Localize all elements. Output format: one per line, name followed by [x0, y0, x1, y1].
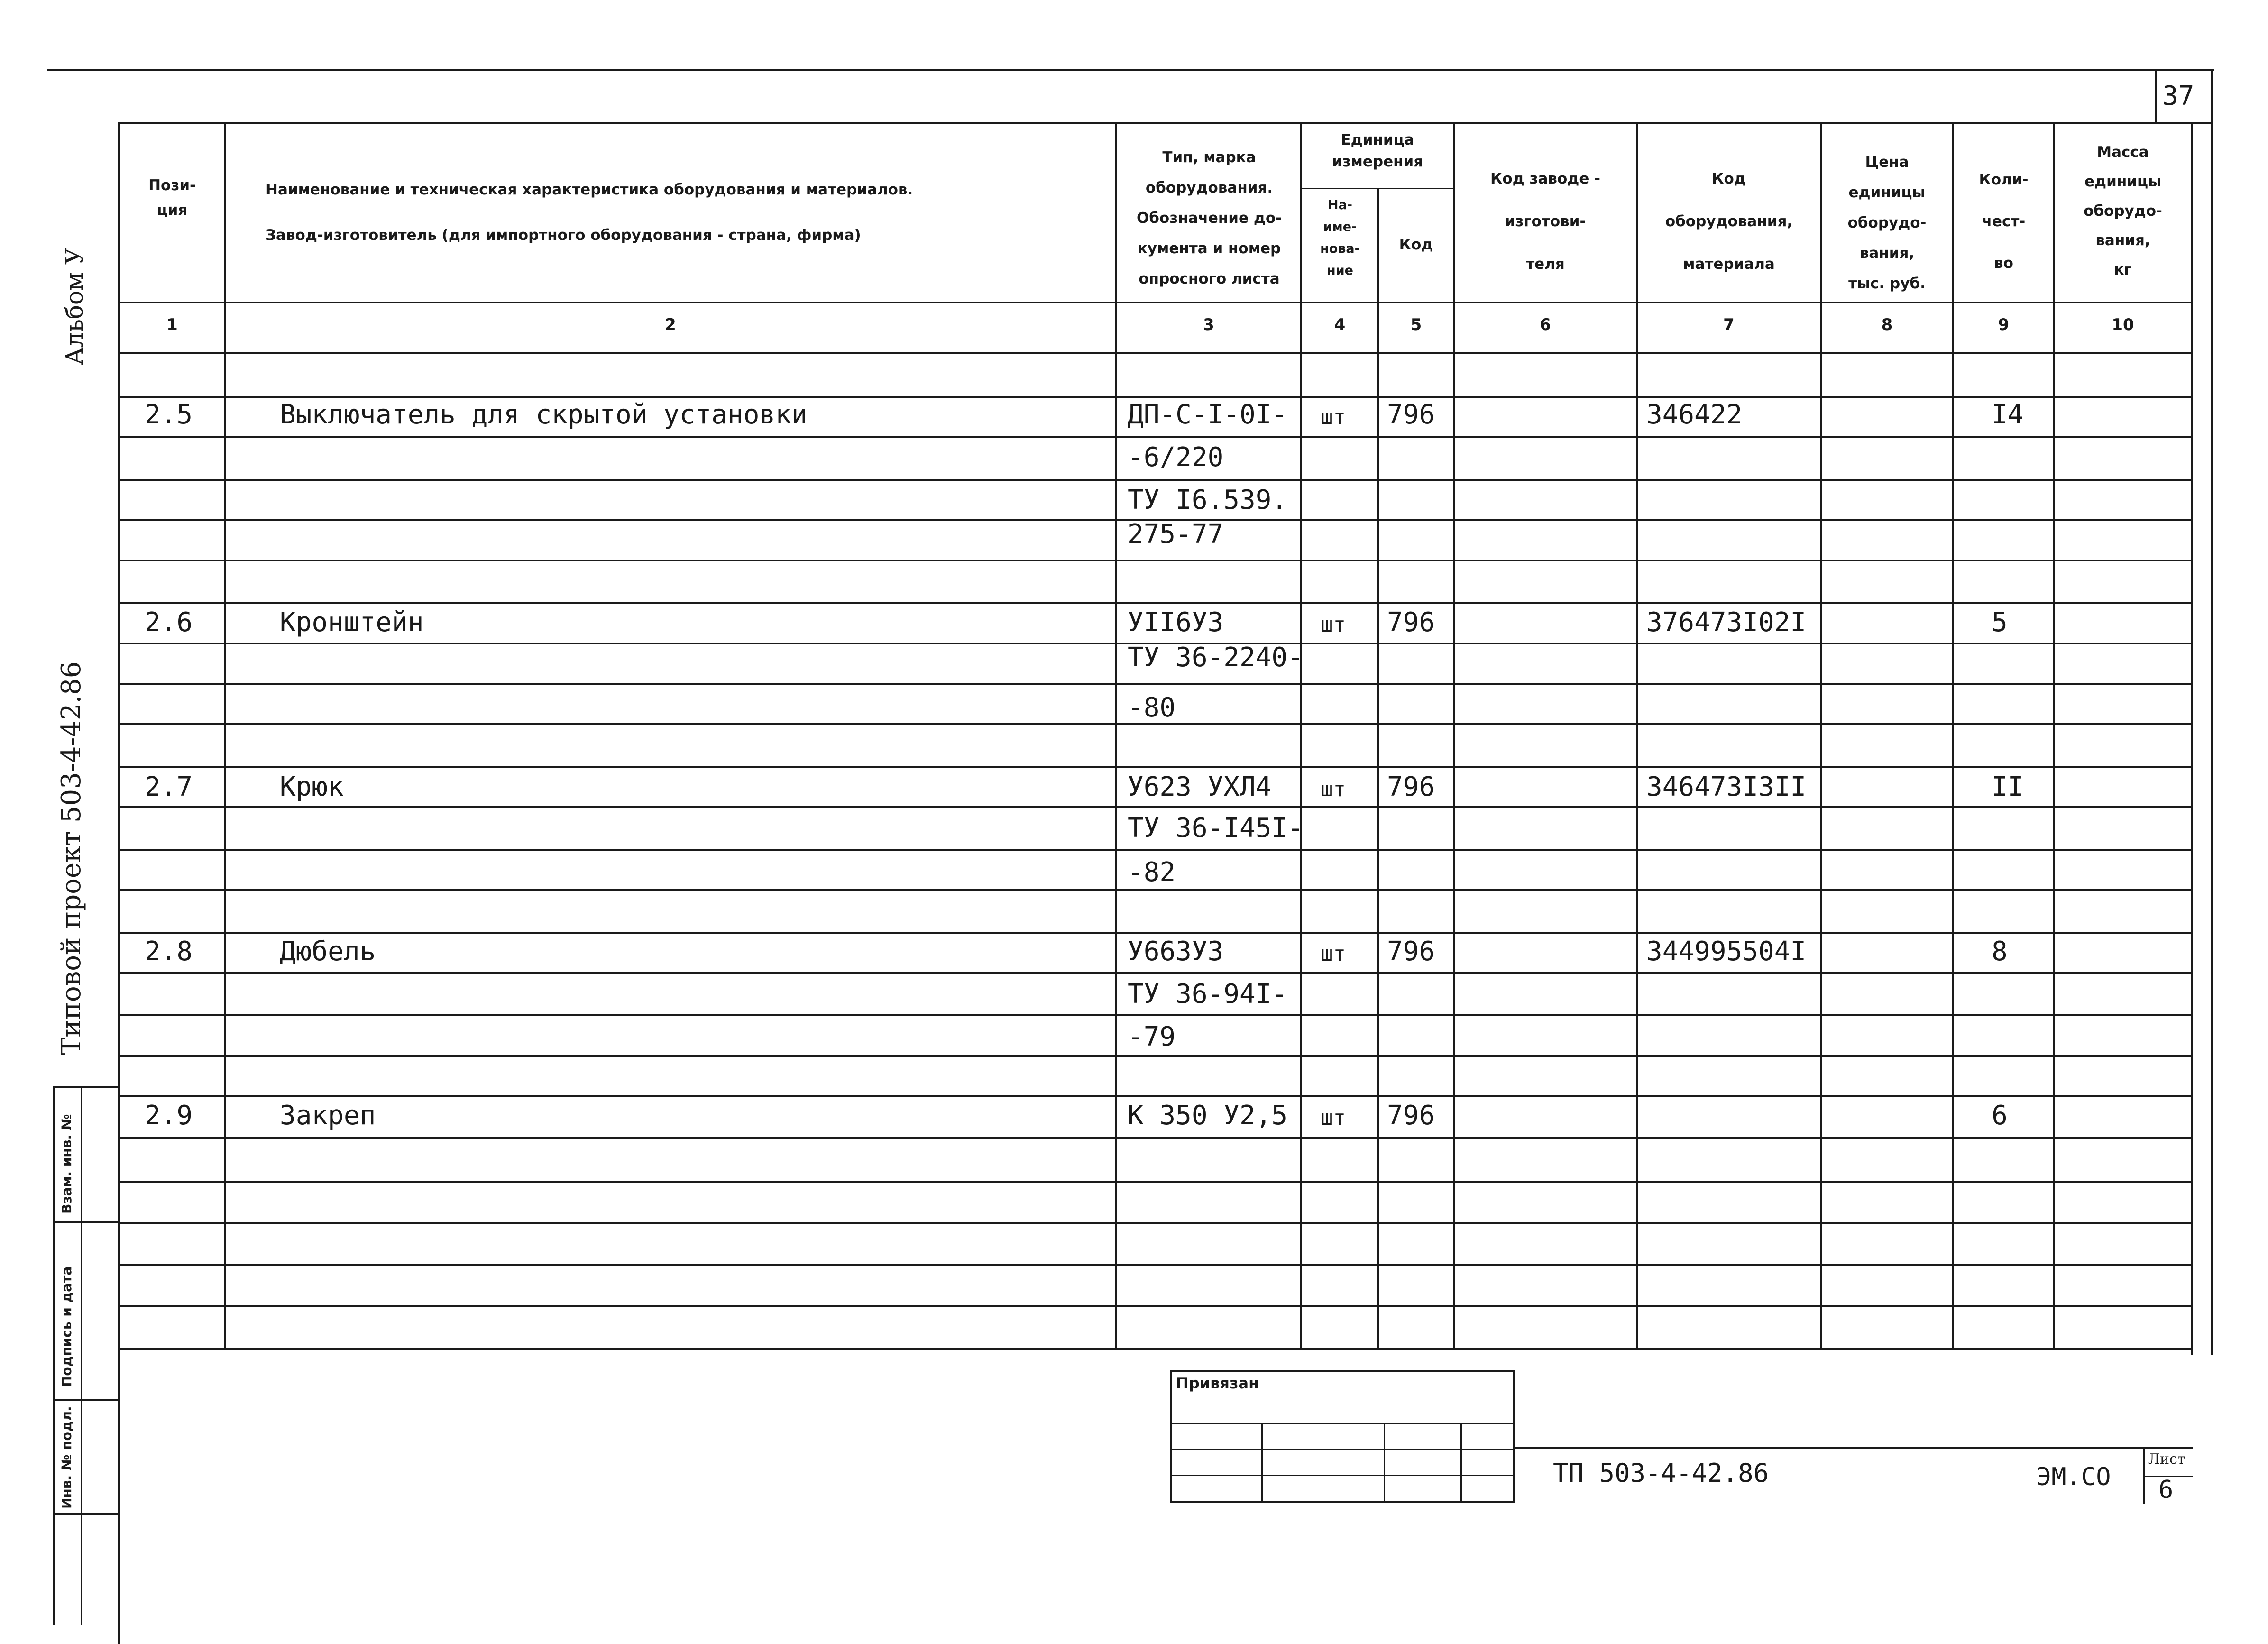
header-unit-line: Единица [1341, 131, 1414, 148]
table-bottom-line [118, 1348, 2192, 1350]
column-number: 4 [1334, 315, 1346, 334]
row-line [118, 1222, 2192, 1224]
header-col3-line: оборудования. [1145, 179, 1273, 196]
header-col8-line: оборудо- [1847, 214, 1927, 231]
privyazan-col-3 [1460, 1423, 1462, 1503]
item-type: ДП-С-I-0I- [1128, 399, 1288, 430]
item-quantity: I4 [1992, 399, 2024, 430]
row-line [118, 560, 2192, 561]
column-number: 1 [166, 315, 178, 334]
item-unit-code: 796 [1387, 771, 1435, 802]
row-line [118, 806, 2192, 808]
item-unit: шт [1321, 1106, 1346, 1130]
doc-mark: ЭМ.СО [2037, 1463, 2111, 1491]
item-quantity: 8 [1992, 936, 2008, 967]
item-type: У623 УХЛ4 [1128, 771, 1272, 802]
header-col2-line: Завод-изготовитель (для импортного оборудования - страна, фирма) [266, 227, 861, 244]
row-line [118, 396, 2192, 398]
row-line [118, 1095, 2192, 1097]
header-col3 [1119, 142, 1299, 294]
col-line-8 [1952, 122, 1954, 1348]
header-col8 [1822, 147, 1952, 299]
header-col3-line: кумента и номер [1137, 240, 1281, 257]
header-col8-line: тыс. руб. [1848, 275, 1926, 292]
item-position: 2.7 [145, 771, 193, 802]
row-line [118, 1181, 2192, 1183]
item-code: 346422 [1646, 399, 1743, 430]
col-line-3 [1300, 122, 1302, 1348]
privyazan-row-1 [1170, 1423, 1515, 1424]
item-type: ТУ 36-I45I- [1128, 813, 1304, 844]
header-col8-line: Цена [1865, 154, 1909, 171]
header-col6-line: изготови- [1505, 213, 1586, 230]
item-position: 2.9 [145, 1100, 193, 1131]
item-code: 344995504I [1646, 936, 1807, 967]
header-col9 [1954, 159, 2053, 284]
list-label: Лист [2148, 1451, 2185, 1468]
table-left-border [118, 122, 120, 1644]
header-col3-line: опросного листа [1139, 270, 1280, 287]
header-col4 [1302, 194, 1378, 282]
colnum-bottom-line [118, 352, 2192, 354]
header-col7 [1638, 157, 1820, 285]
header-col2-line: Наименование и техническая характеристика оборудования и материалов. [266, 181, 913, 198]
header-col4-line: нова- [1320, 241, 1360, 256]
header-col10-line: единицы [2084, 173, 2161, 190]
doc-code: ТП 503-4-42.86 [1553, 1458, 1769, 1488]
header-col10-line: кг [2114, 261, 2132, 278]
header-col1-line: Пози- [148, 177, 196, 194]
item-type: ТУ I6.539. [1128, 485, 1288, 515]
col-line-5 [1453, 122, 1455, 1348]
stamp-strip-div1 [53, 1221, 119, 1223]
col-line-2 [1115, 122, 1117, 1348]
item-type: -79 [1128, 1021, 1176, 1052]
sheet-right-border [2211, 122, 2213, 1355]
item-unit: шт [1321, 777, 1346, 801]
stamp-label: Подпись и дата [59, 1266, 74, 1387]
header-col4-line: На- [1327, 198, 1353, 212]
row-line [118, 889, 2192, 891]
row-line [118, 1014, 2192, 1016]
row-line [118, 479, 2192, 481]
header-unit-line: измерения [1331, 153, 1423, 170]
privyazan-col-1 [1261, 1423, 1263, 1503]
row-line [118, 1305, 2192, 1307]
privyazan-col-2 [1384, 1423, 1385, 1503]
row-line [118, 972, 2192, 974]
title-block-line [1515, 1447, 2193, 1449]
header-unit-group [1302, 129, 1453, 173]
header-col1 [120, 173, 224, 222]
row-line [118, 932, 2192, 934]
item-unit: шт [1321, 613, 1346, 637]
item-unit-code: 796 [1387, 399, 1435, 430]
stamp-strip-div2 [53, 1399, 119, 1401]
project-label: Типовой проект 503-4-42.86 [56, 661, 87, 1055]
column-number: 3 [1203, 315, 1214, 334]
header-col10-line: вания, [2095, 232, 2150, 249]
header-col4-line: име- [1323, 220, 1357, 234]
item-type: 275-77 [1128, 519, 1224, 550]
item-quantity: 6 [1992, 1100, 2008, 1131]
top-border [47, 69, 2214, 71]
item-code: 376473I02I [1646, 607, 1807, 638]
header-col7-line: Код [1712, 170, 1746, 187]
item-type: -80 [1128, 692, 1176, 723]
item-unit-code: 796 [1387, 936, 1435, 967]
col-line-6 [1636, 122, 1638, 1348]
album-label: Альбом У [61, 248, 88, 365]
item-type: -82 [1128, 857, 1176, 888]
column-number: 8 [1881, 315, 1893, 334]
row-line [118, 683, 2192, 685]
item-quantity: II [1992, 771, 2024, 802]
header-col3-line: Тип, марка [1162, 149, 1256, 166]
stamp-label: Взам. инв. № [59, 1114, 74, 1214]
header-col1-line: ция [156, 202, 188, 219]
column-number: 9 [1998, 315, 2010, 334]
header-col10-line: Масса [2097, 144, 2149, 161]
corner-box-right [2211, 71, 2213, 124]
header-col5-line: Код [1399, 236, 1433, 253]
header-col10-line: оборудо- [2084, 202, 2162, 220]
table-right-border [2191, 122, 2193, 1355]
privyazan-row-2 [1170, 1449, 1515, 1450]
header-col7-line: материала [1683, 256, 1775, 273]
stamp-strip-mid [81, 1086, 82, 1625]
header-col6 [1455, 157, 1636, 285]
stamp-strip-div3 [53, 1513, 119, 1515]
item-type: ТУ 36-94I- [1128, 979, 1288, 1010]
item-type: УII6У3 [1128, 607, 1224, 638]
header-col4-line: ние [1327, 263, 1353, 278]
privyazan-row-3 [1170, 1475, 1515, 1476]
item-type: К 350 У2,5 [1128, 1100, 1288, 1131]
header-col8-line: единицы [1848, 184, 1926, 201]
item-position: 2.8 [145, 936, 193, 967]
corner-box-left [2155, 71, 2157, 124]
row-line [118, 436, 2192, 438]
unit-group-divider [1300, 188, 1453, 189]
item-type: -6/220 [1128, 442, 1224, 473]
header-col6-line: Код заводе - [1490, 170, 1601, 187]
item-unit-code: 796 [1387, 607, 1435, 638]
header-col10 [2055, 138, 2191, 285]
row-line [118, 766, 2192, 768]
header-col2 [266, 167, 1119, 258]
item-unit: шт [1321, 405, 1346, 429]
column-number: 6 [1540, 315, 1551, 334]
item-unit: шт [1321, 942, 1346, 966]
column-number: 5 [1410, 315, 1422, 334]
row-line [118, 849, 2192, 851]
header-col3-line: Обозначение до- [1136, 210, 1282, 227]
col-line-9 [2053, 122, 2055, 1348]
item-name: Дюбель [280, 936, 376, 967]
header-col8-line: вания, [1859, 245, 1915, 262]
table-top-border [118, 122, 2213, 124]
row-line [118, 1137, 2192, 1139]
col-line-4 [1377, 188, 1379, 1348]
header-col9-line: чест- [1982, 213, 2026, 230]
header-col7-line: оборудования, [1665, 213, 1793, 230]
item-name: Крюк [280, 771, 344, 802]
item-position: 2.5 [145, 399, 193, 430]
header-bottom-line [118, 302, 2192, 303]
item-name: Выключатель для скрытой установки [280, 399, 808, 430]
header-col6-line: теля [1526, 256, 1565, 273]
item-position: 2.6 [145, 607, 193, 638]
item-type: У663У3 [1128, 936, 1224, 967]
item-type: ТУ 36-2240- [1128, 642, 1304, 673]
item-name: Кронштейн [280, 607, 424, 638]
header-col9-line: во [1994, 255, 2013, 272]
privyazan-label: Привязан [1176, 1374, 1259, 1392]
row-line [118, 602, 2192, 604]
row-line [118, 1055, 2192, 1057]
item-name: Закреп [280, 1100, 376, 1131]
row-line [118, 1264, 2192, 1266]
item-quantity: 5 [1992, 607, 2008, 638]
header-col9-line: Коли- [1979, 171, 2029, 188]
list-number: 6 [2158, 1476, 2174, 1504]
col-line-1 [224, 122, 226, 1348]
stamp-label: Инв. № подл. [59, 1406, 74, 1509]
column-number: 2 [665, 315, 676, 334]
header-col5 [1379, 232, 1453, 257]
column-number: 10 [2112, 315, 2134, 334]
item-code: 346473I3II [1646, 771, 1807, 802]
col-line-7 [1820, 122, 1822, 1348]
item-unit-code: 796 [1387, 1100, 1435, 1131]
corner-number: 37 [2162, 81, 2195, 111]
stamp-strip-left [53, 1086, 55, 1625]
column-number: 7 [1723, 315, 1735, 334]
stamp-strip-top [53, 1086, 119, 1088]
